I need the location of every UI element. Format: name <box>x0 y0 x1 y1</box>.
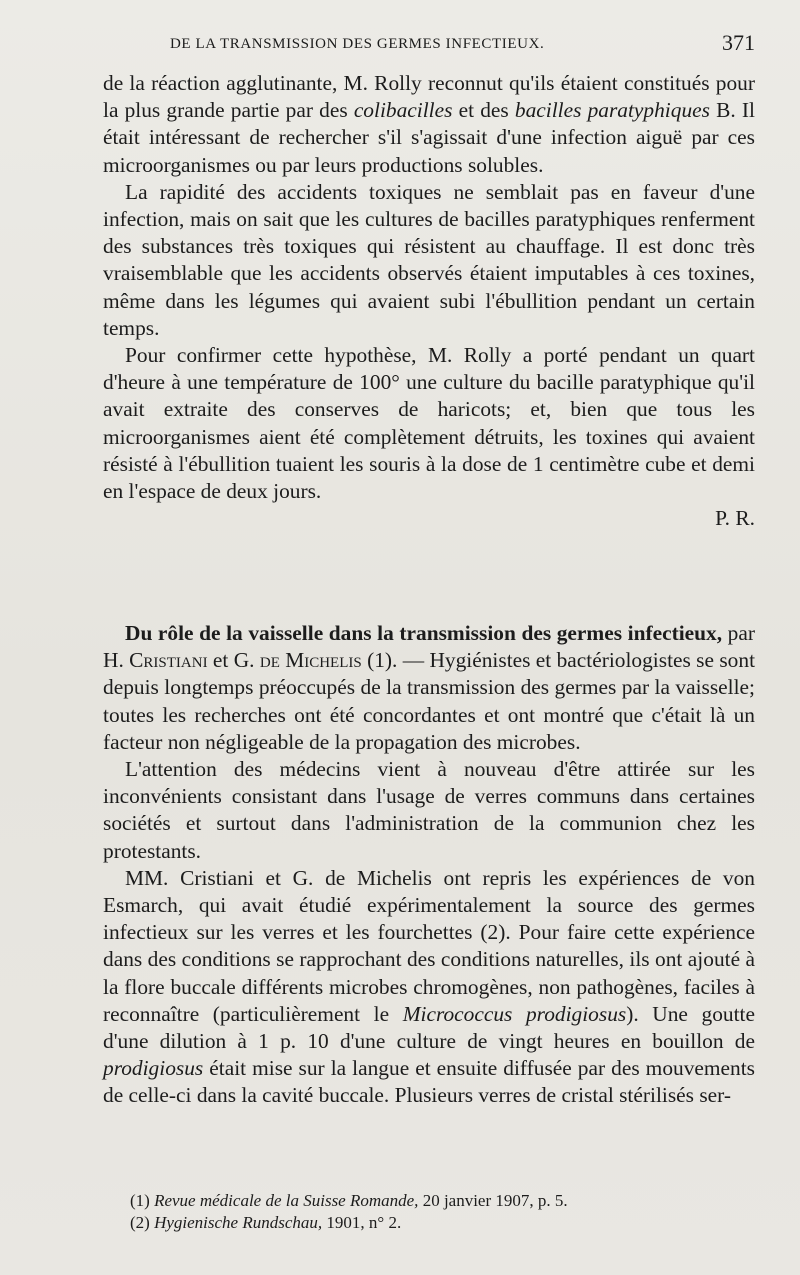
italic-term: bacilles paratyphiques <box>514 98 710 123</box>
paragraph-6 <box>103 865 755 1110</box>
footnote-mark: (2) <box>130 1213 150 1232</box>
paragraph-6-text: était mise sur la langue et ensuite diffusée par des mouvements de celle-ci dans la cavité buccale. Plusieurs verres de cristal stérilisés ser- <box>103 1056 755 1108</box>
paragraph-1-text: B. Il était intéressant de rechercher s'il s'agissait d'une infection aiguë par ces microorganismes ou par leurs productions solubles. <box>103 98 755 177</box>
italic-term: colibacilles <box>353 98 453 123</box>
body-text <box>103 70 755 532</box>
paragraph-6-text: MM. Cristiani et G. de Michelis ont repris les expériences de von Esmarch, qui avait étudié expérimentalement la source des germes infectieux sur les verres et les fourchettes (2). Pour faire cette expérience dans des conditions se rapprochant des conditions naturelles, ils ont ajouté à la flore buccale différents microbes chromogènes, non pathogènes, faciles à reconnaître (particulièrement le <box>103 865 755 1026</box>
running-header <box>170 30 755 55</box>
footnote-source: Hygienische Rundschau, <box>154 1213 323 1232</box>
article-section <box>103 620 755 1110</box>
paragraph-1-text: de la réaction agglutinante, M. Rolly reconnut qu'ils étaient constitués pour la plus grande partie par des <box>103 71 755 123</box>
signature: P. R. <box>715 506 755 531</box>
italic-term: prodigiosus <box>103 1056 204 1081</box>
footnote-mark: (1) <box>130 1191 150 1210</box>
italic-term: Micrococcus prodigiosus <box>402 1001 627 1026</box>
author-name: H. Cristiani <box>103 648 208 673</box>
page-number: 371 <box>722 30 755 55</box>
paragraph-2: La rapidité des accidents toxiques ne semblait pas en faveur d'une infection, mais on sait que les cultures de bacilles paratyphiques renferment des substances très toxiques qui résistent au chauffage. Il est donc très vraisemblable que les accidents observés étaient imputables à ces toxines, même dans les légumes qui avaient subi l'ébullition pendant un certain temps. <box>103 179 755 340</box>
running-title: DE LA TRANSMISSION DES GERMES INFECTIEUX. <box>170 36 545 52</box>
section-text: et <box>207 648 234 673</box>
paragraph-5: L'attention des médecins vient à nouveau d'être attirée sur les inconvénients consistant dans l'usage de verres communs dans certaines sociétés et surtout dans l'administration de la communion chez les protestants. <box>103 757 755 863</box>
paragraph-1 <box>103 70 755 179</box>
footnote-1 <box>130 1190 568 1212</box>
footnote-text: 1901, n° 2. <box>322 1213 402 1232</box>
footnote-2 <box>130 1212 568 1234</box>
paragraph-6-text: ). Une goutte d'une dilution à 1 p. 10 d'une culture de vingt heures en bouillon de <box>103 1001 755 1054</box>
section-paragraph <box>103 620 755 756</box>
paragraph-1-text: et des <box>452 98 515 123</box>
paragraph-3: Pour confirmer cette hypothèse, M. Rolly a porté pendant un quart d'heure à une température de 100° une culture du bacille paratyphique qu'il avait extraite des conserves de haricots; et, bien que tous les microorganismes aient été complètement détruits, les toxines qui avaient résisté à l'ébullition tuaient les souris à la dose de 1 centimètre cube et demi en l'espace de deux jours. <box>103 343 755 504</box>
section-text: par <box>722 621 755 645</box>
footnote-text: 20 janvier 1907, p. 5. <box>418 1191 568 1210</box>
section-title: Du rôle de la vaisselle dans la transmission des germes infectieux, <box>125 621 723 645</box>
footnote-source: Revue médicale de la Suisse Romande, <box>154 1191 419 1210</box>
section-text: (1). — Hygiénistes et bactériologistes se sont depuis longtemps préoccupés de la transmission des germes par la vaisselle; toutes les recherches ont été concordantes et ont montré que c'était là un facteur non négligeable de la propagation des microbes. <box>103 648 756 754</box>
footnotes <box>130 1190 568 1234</box>
author-name: G. de Michelis <box>233 648 362 673</box>
